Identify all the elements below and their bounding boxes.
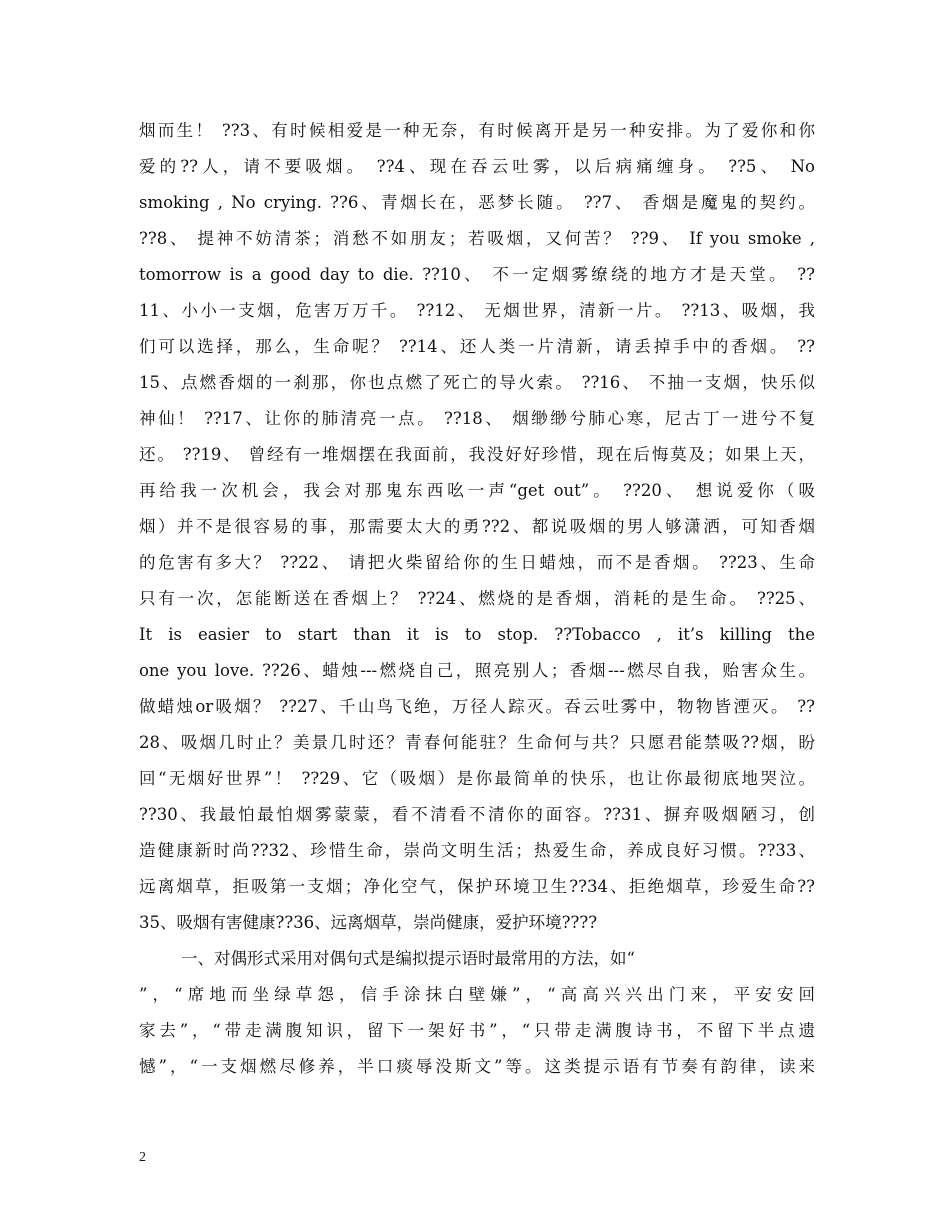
page-number: 2: [139, 1150, 146, 1165]
text-line: ??8、 提神不妨清茶；消愁不如朋友；若吸烟，又何苦？ ??9、 If you smoke ,: [139, 229, 815, 248]
text-line: 们可以选择，那么，生命呢？ ??14、还人类一片清新，请丢掉手中的香烟。 ??: [139, 337, 815, 356]
text-line: 家去”，“带走满腹知识，留下一架好书”，“只带走满腹诗书，不留下半点遗: [139, 1021, 815, 1040]
text-line: 烟）并不是很容易的事，那需要太大的勇??2、都说吸烟的男人够潇洒，可知香烟: [139, 517, 815, 536]
text-line: 28、吸烟几时止？美景几时还？青春何能驻？生命何与共？只愿君能禁吸??烟，盼: [139, 733, 815, 752]
text-line: 11、小小一支烟，危害万万千。 ??12、 无烟世界，清新一片。 ??13、吸烟，我: [139, 301, 815, 320]
text-line: 远离烟草，拒吸第一支烟；净化空气，保护环境卫生??34、拒绝烟草，珍爱生命??: [139, 877, 815, 896]
text-line: 再给我一次机会，我会对那鬼东西吆一声“get out”。 ??20、 想说爱你（吸: [139, 481, 815, 500]
text-line: 15、点燃香烟的一刹那，你也点燃了死亡的导火索。 ??16、 不抽一支烟，快乐似: [139, 373, 815, 392]
text-line: 做蜡烛or吸烟？ ??27、千山鸟飞绝，万径人踪灭。吞云吐雾中，物物皆湮灭。 ??: [139, 697, 815, 716]
text-line: ??30、我最怕最怕烟雾蒙蒙，看不清看不清你的面容。??31、摒弃吸烟陋习，创: [139, 805, 815, 824]
text-line: It is easier to start than it is to stop. ??Tobacco , it’s killing the: [139, 625, 815, 644]
text-line: 神仙！ ??17、让你的肺清亮一点。 ??18、 烟缈缈兮肺心寒，尼古丁一进兮不复: [139, 409, 815, 428]
text-line: 造健康新时尚??32、珍惜生命，崇尚文明生活；热爱生命，养成良好习惯。??33、: [139, 841, 815, 860]
text-line: smoking , No crying. ??6、青烟长在，恶梦长随。 ??7、 香烟是魔鬼的契约。: [139, 193, 815, 212]
text-line: 只有一次，怎能断送在香烟上？ ??24、燃烧的是香烟，消耗的是生命。 ??25、: [139, 589, 815, 608]
text-line: tomorrow is a good day to die. ??10、 不一定烟雾缭绕的地方才是天堂。 ??: [139, 265, 815, 284]
text-line: 35、吸烟有害健康??36、远离烟草，崇尚健康，爱护环境????: [139, 913, 598, 932]
text-line: one you love. ??26、蜡烛---燃烧自己，照亮别人；香烟---燃尽自我，贻害众生。: [139, 661, 815, 680]
text-line: 烟而生！ ??3、有时候相爱是一种无奈，有时候离开是另一种安排。为了爱你和你: [139, 121, 815, 140]
text-line: 回“无烟好世界”！ ??29、它（吸烟）是你最简单的快乐，也让你最彻底地哭泣。: [139, 769, 815, 788]
text-line: ”，“席地而坐绿草怨，信手涂抹白壁嫌”，“高高兴兴出门来，平安安回: [139, 985, 815, 1004]
text-line: 一、对偶形式采用对偶句式是编拟提示语时最常用的方法，如“: [139, 949, 635, 968]
text-line: 爱的??人，请不要吸烟。 ??4、现在吞云吐雾，以后病痛缠身。 ??5、 No: [139, 157, 815, 176]
text-line: 还。 ??19、 曾经有一堆烟摆在我面前，我没好好珍惜，现在后悔莫及；如果上天，: [139, 445, 815, 464]
text-line: 憾”，“一支烟燃尽修养，半口痰辱没斯文”等。这类提示语有节奏有韵律，读来: [139, 1057, 815, 1076]
text-line: 的危害有多大？ ??22、 请把火柴留给你的生日蜡烛，而不是香烟。 ??23、生命: [139, 553, 815, 572]
